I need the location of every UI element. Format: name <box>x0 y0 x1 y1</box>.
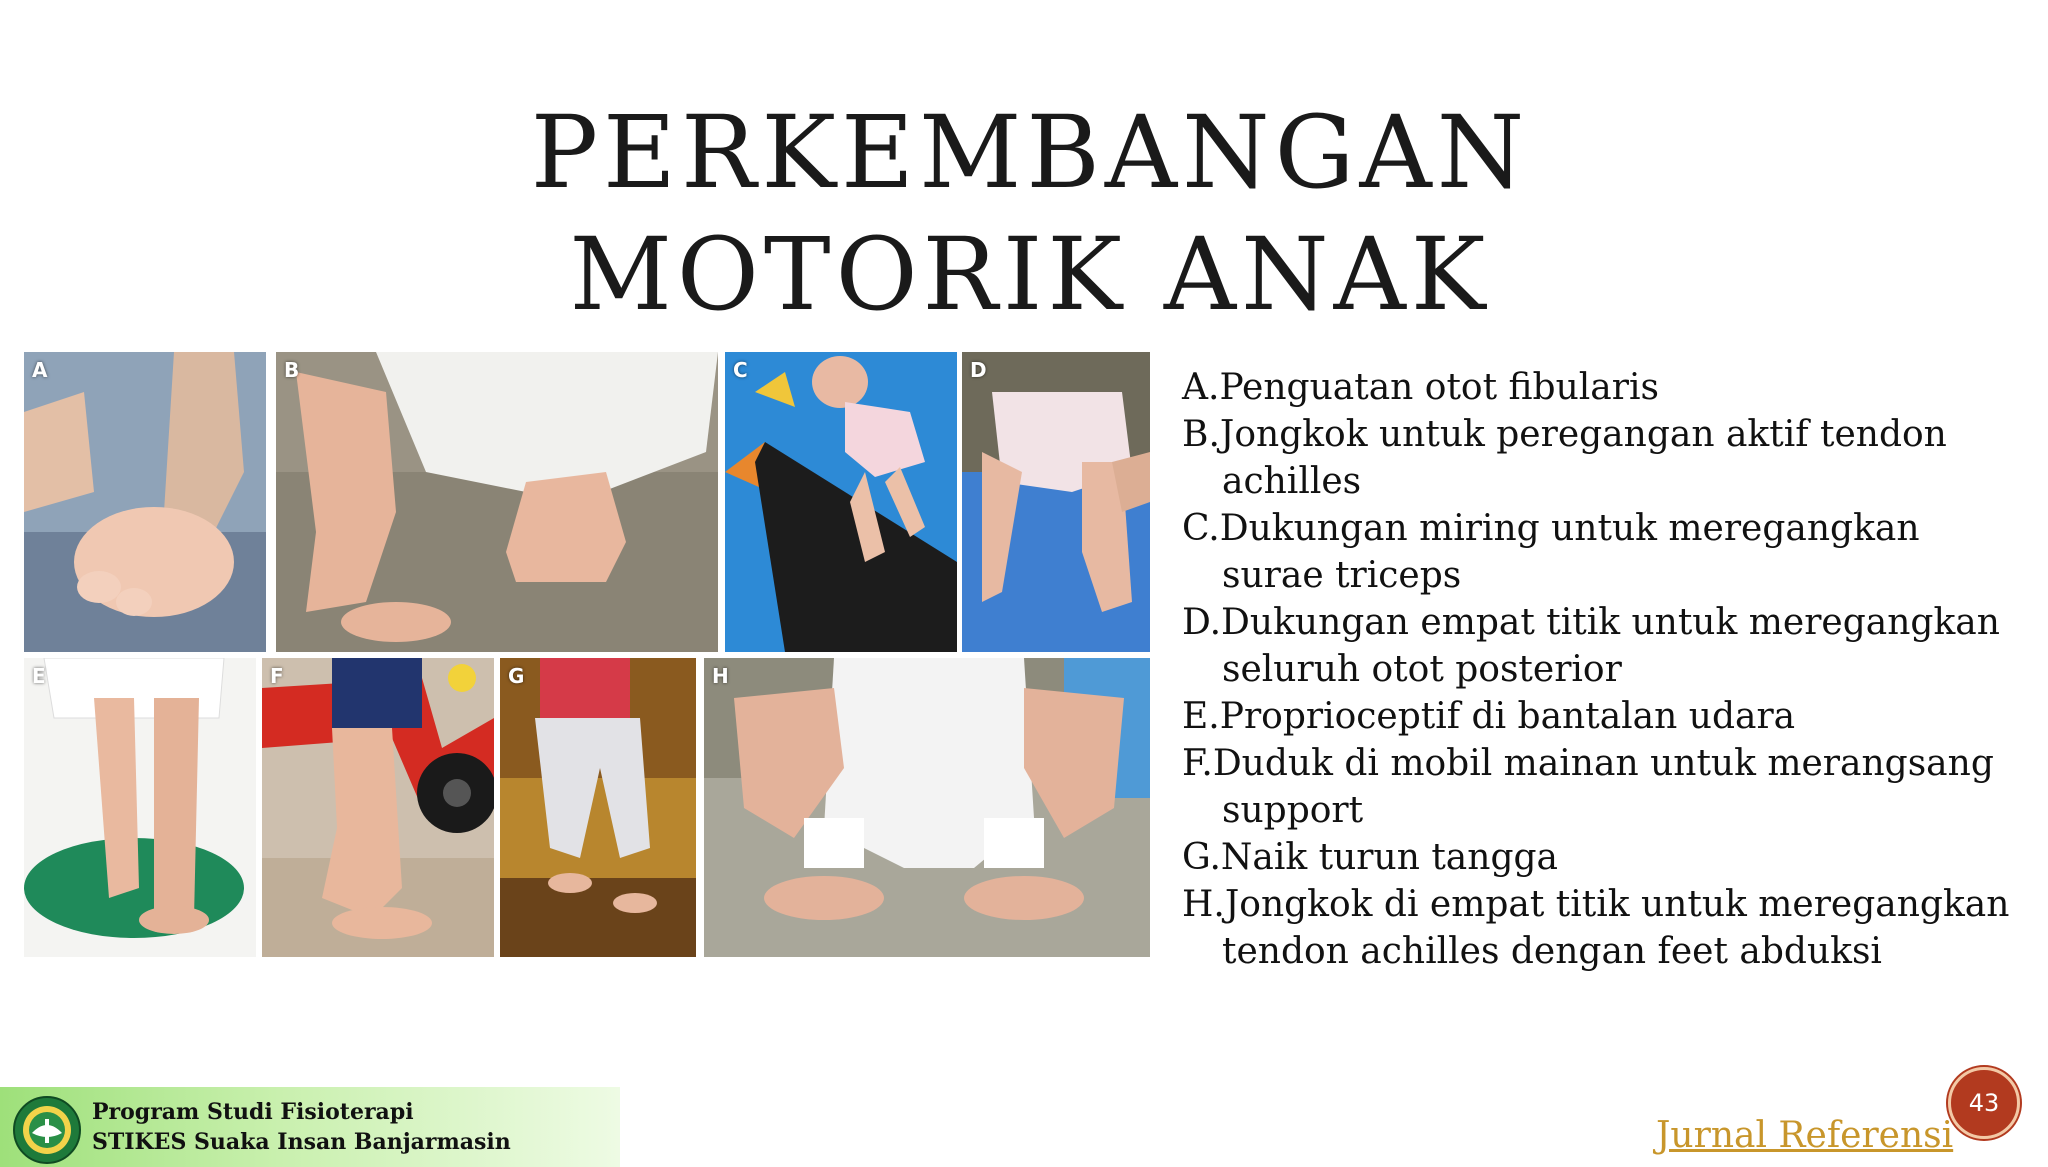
photo-label: F <box>270 664 284 688</box>
photo-label: B <box>284 358 300 382</box>
photo-b <box>276 352 718 652</box>
stair-climbing-photo <box>500 658 696 957</box>
page-number-badge: 43 <box>1948 1067 2020 1139</box>
toy-car-sitting-photo <box>262 658 494 957</box>
slide-title <box>360 92 1700 336</box>
caption-item-f: F.Duduk di mobil mainan untuk merangsang support <box>1182 743 1994 831</box>
baby-foot-on-board-photo <box>24 352 266 652</box>
caption-item-a: A.Penguatan otot fibularis <box>1182 367 1659 408</box>
exercise-photo-collage <box>24 352 1150 957</box>
four-point-stance-photo <box>962 352 1150 652</box>
caption-item-c: C.Dukungan miring untuk meregangkan surae triceps <box>1182 508 1920 596</box>
photo-label: G <box>508 664 525 688</box>
photo-label: H <box>712 664 729 688</box>
squatting-baby-photo <box>276 352 718 652</box>
squat-abduction-photo <box>704 658 1150 957</box>
caption-item-g: G.Naik turun tangga <box>1182 837 1558 878</box>
photo-label: C <box>733 358 748 382</box>
photo-e <box>24 658 256 957</box>
caption-item-b: B.Jongkok untuk peregangan aktif tendon achilles <box>1182 414 1947 502</box>
slide-title-line-1: PERKEMBANGAN <box>530 94 1530 211</box>
caption-item-d: D.Dukungan empat titik untuk meregangkan seluruh otot posterior <box>1182 602 2000 690</box>
photo-g <box>500 658 696 957</box>
slide-title-line-2: MOTORIK ANAK <box>569 216 1491 333</box>
footer-institution-text <box>92 1097 511 1157</box>
baby-on-slope-photo <box>725 352 957 652</box>
exercise-caption-list <box>1182 364 2022 975</box>
photo-h <box>704 658 1150 957</box>
photo-c <box>725 352 957 652</box>
caption-item-e: E.Proprioceptif di bantalan udara <box>1182 696 1796 737</box>
footer-program-name: Program Studi Fisioterapi <box>92 1099 414 1125</box>
footer-school-name: STIKES Suaka Insan Banjarmasin <box>92 1129 511 1155</box>
photo-label: A <box>32 358 48 382</box>
caption-item-h: H.Jongkok di empat titik untuk meregangkan tendon achilles dengan feet abduksi <box>1182 884 2010 972</box>
photo-a <box>24 352 266 652</box>
reference-journal-link[interactable]: Jurnal Referensi <box>1656 1115 1954 1156</box>
air-cushion-standing-photo <box>24 658 256 957</box>
photo-d <box>962 352 1150 652</box>
photo-label: E <box>32 664 46 688</box>
photo-f <box>262 658 494 957</box>
photo-label: D <box>970 358 987 382</box>
institution-logo-icon <box>12 1095 82 1165</box>
